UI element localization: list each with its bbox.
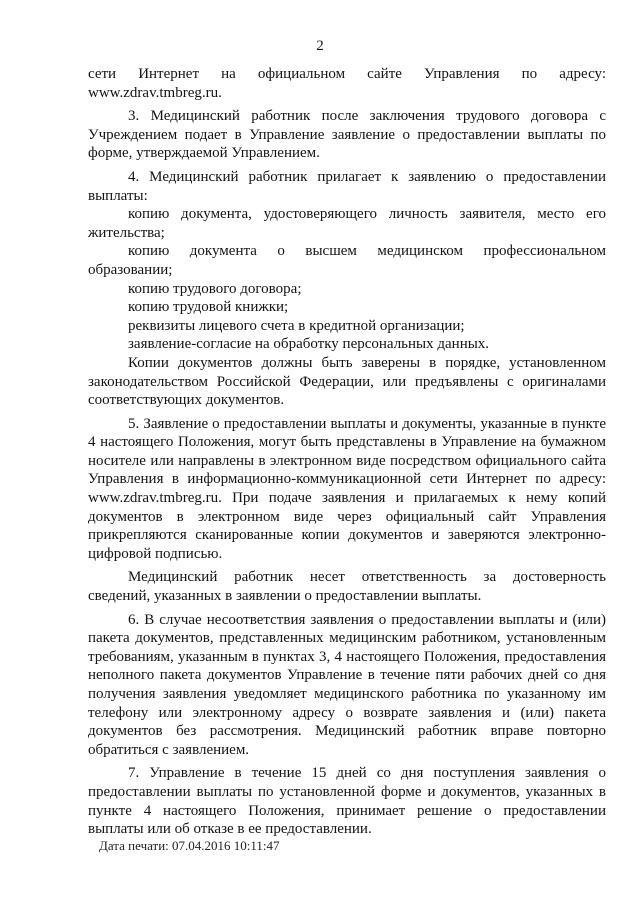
- paragraph-intro: сети Интернет на официальном сайте Управления по адресу: www.zdrav.tmbreg.ru.: [88, 66, 606, 101]
- print-date-footer: Дата печати: 07.04.2016 10:11:47: [99, 838, 280, 853]
- attachment-item: копию документа о высшем медицинском профессиональном образовании;: [88, 243, 606, 278]
- document-body: [88, 65, 606, 839]
- paragraph-5-note: Медицинский работник несет ответственность за достоверность сведений, указанных в заявлении о предоставлении выплаты.: [88, 569, 606, 605]
- paragraph-6: 6. В случае несоответствия заявления о предоставлении выплаты и (или) пакета документов, представленных медицинским работником, установленным требованиям, указанным в пунктах 3, 4 настоящего Положения, предоставления неполного пакета документов Управление в течение пяти рабочих дней со дня получения заявления уведомляет медицинского работника по указанному им телефону или электронному адресу о возврате заявления и (или) пакета документов без рассмотрения. Медицинский работник вправе повторно обратиться с заявлением.: [88, 611, 606, 758]
- attachment-item: копию трудового договора;: [128, 280, 302, 297]
- attachment-item: копию трудовой книжки;: [128, 299, 289, 316]
- attachment-item: копию документа, удостоверяющего личность заявителя, место его жительства;: [88, 206, 606, 241]
- attachment-item: реквизиты лицевого счета в кредитной организации;: [128, 317, 465, 334]
- paragraph-7: 7. Управление в течение 15 дней со дня поступления заявления о предоставлении выплаты по установленной форме и документов, указанных в пункте 4 настоящего Положения, принимает решение о предоставлении выплаты или об отказе в ее предоставлении.: [88, 765, 606, 838]
- page-number: 2: [316, 38, 324, 54]
- paragraph-4-note: Копии документов должны быть заверены в порядке, установленном законодательством Российской Федерации, или предъявлены с оригиналами соответствующих документов.: [88, 354, 606, 409]
- paragraph-5: 5. Заявление о предоставлении выплаты и документы, указанные в пункте 4 настоящего Положения, могут быть представлены в Управление на бумажном носителе или направлены в электронном виде посредством официального сайта Управления в информационно-коммуникационной сети Интернет по адресу: www.zdrav.tmbreg.ru. При подаче заявления и прилагаемых к нему копий документов в электронном виде через официальный сайт Управления прикрепляются сканированные копии документов и заверяются электронно-цифровой подписью.: [88, 415, 606, 562]
- attachment-item: заявление-согласие на обработку персональных данных.: [128, 336, 490, 353]
- paragraph-4: 4. Медицинский работник прилагает к заявлению о предоставлении выплаты:: [88, 168, 606, 204]
- paragraph-3: 3. Медицинский работник после заключения трудового договора с Учреждением подает в Управление заявление о предоставлении выплаты по форме, утверждаемой Управлением.: [88, 108, 606, 162]
